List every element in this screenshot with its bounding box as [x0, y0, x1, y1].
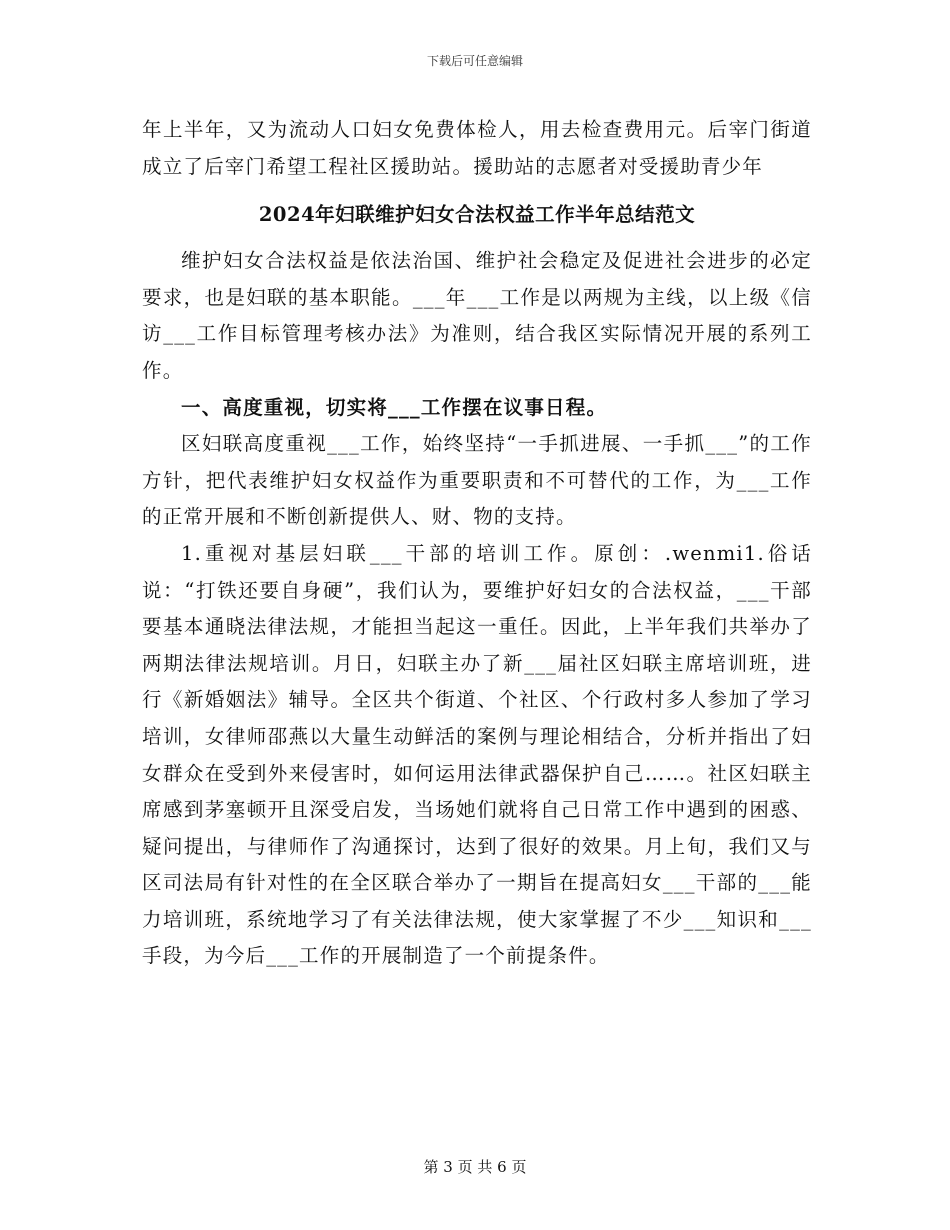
header-note: 下载后可任意编辑 [426, 54, 523, 68]
section-1-heading: 一、高度重视，切实将___工作摆在议事日程。 [181, 395, 608, 419]
intro-paragraph: 年上半年，又为流动人口妇女免费体检人，用去检查费用元。后宰门街道成立了后宰门希望工程社区援助站。援助站的志愿者对受援助青少年 [142, 118, 812, 178]
document-body [142, 112, 812, 975]
paragraph-2: 区妇联高度重视___工作，始终坚持“一手抓进展、一手抓___”的工作方针，把代表维护妇女权益作为重要职责和不可替代的工作，为___工作的正常开展和不断创新提供人、财、物的支持。 [142, 432, 812, 529]
paragraph-3: 1.重视对基层妇联___干部的培训工作。原创：.wenmi1.俗话说：“打铁还要自身硬”，我们认为，要维护好妇女的合法权益，___干部要基本通晓法律法规，才能担当起这一重任。因此，上半年我们共举办了两期法律法规培训。月日，妇联主办了新___届社区妇联主席培训班，进行《新婚姻法》辅导。全区共个街道、个社区、个行政村多人参加了学习培训，女律师邵燕以大量生动鲜活的案例与理论相结合，分析并指出了妇女群众在受到外来侵害时，如何运用法律武器保护自己……。社区妇联主席感到茅塞顿开且深受启发，当场她们就将自己日常工作中遇到的困惑、疑问提出，与律师作了沟通探讨，达到了很好的效果。月上旬，我们又与区司法局有针对性的在全区联合举办了一期旨在提高妇女___干部的___能力培训班，系统地学习了有关法律法规，使大家掌握了不少___知识和___手段，为今后___工作的开展制造了一个前提条件。 [142, 541, 812, 968]
page-number: 第 3 页 共 6 页 [423, 1158, 527, 1176]
paragraph-1: 维护妇女合法权益是依法治国、维护社会稳定及促进社会进步的必定要求，也是妇联的基本职能。___年___工作是以两规为主线，以上级《信访___工作目标管理考核办法》为准则，结合我区实际情况开展的系列工作。 [142, 249, 812, 382]
document-title: 2024年妇联维护妇女合法权益工作半年总结范文 [258, 203, 696, 227]
